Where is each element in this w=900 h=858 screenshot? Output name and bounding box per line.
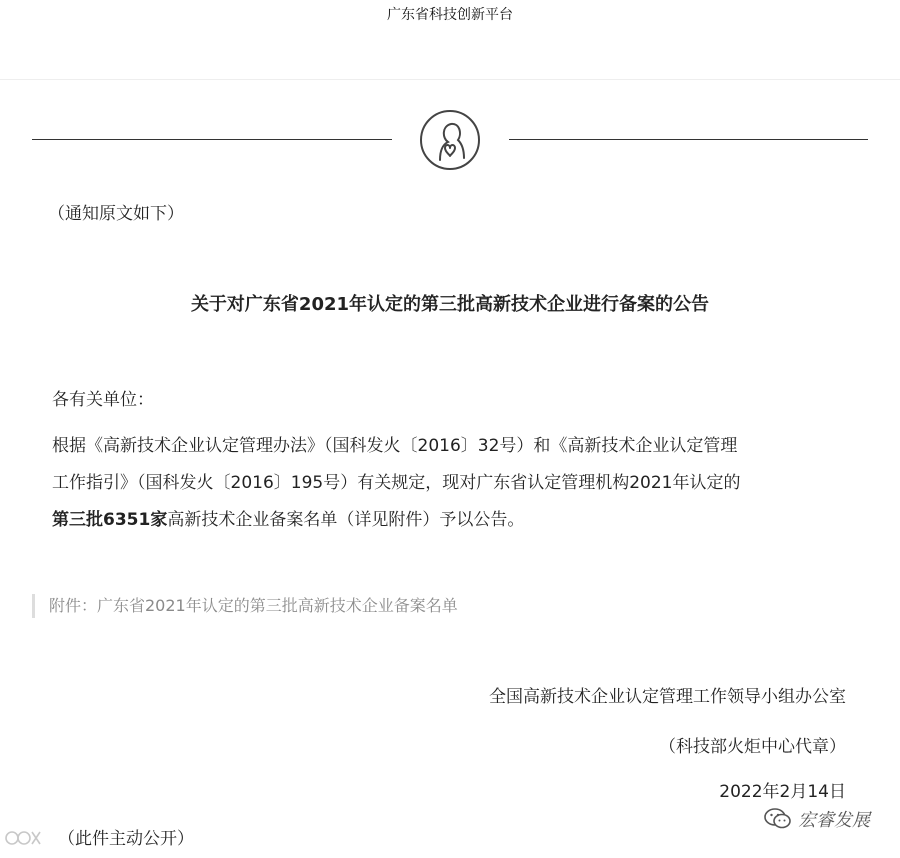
salutation: 各有关单位： xyxy=(52,390,154,410)
attachment-link[interactable]: 附件：广东省2021年认定的第三批高新技术企业备案名单 xyxy=(32,594,458,618)
disclosure-note: （此件主动公开） xyxy=(58,829,194,849)
watermark-right xyxy=(764,806,870,832)
batch-count-highlight: 第三批6351家 xyxy=(52,510,168,530)
signature-seal: （科技部火炬中心代章） xyxy=(659,737,846,757)
divider-right xyxy=(509,139,868,140)
watermark-text: 宏睿发展 xyxy=(798,810,870,831)
signature-office: 全国高新技术企业认定管理工作领导小组办公室 xyxy=(489,687,846,707)
notice-line: （通知原文如下） xyxy=(48,204,184,224)
page-header xyxy=(0,0,900,80)
logo-mark-icon xyxy=(4,828,44,848)
watermark-left xyxy=(4,826,44,850)
signature-date: 2022年2月14日 xyxy=(719,782,846,802)
figure-holding-heart-icon xyxy=(418,108,482,172)
body-line-2: 工作指引》（国科发火〔2016〕195号）有关规定，现对广东省认定管理机构2021年认定的 xyxy=(52,473,741,493)
body-line-1: 根据《高新技术企业认定管理办法》（国科发火〔2016〕32号）和《高新技术企业认定管理 xyxy=(52,436,738,456)
site-name: 广东省科技创新平台 xyxy=(387,7,513,23)
announcement-title: 关于对广东省2021年认定的第三批高新技术企业进行备案的公告 xyxy=(190,294,710,315)
wechat-icon xyxy=(764,808,792,830)
body-line-3-rest: 高新技术企业备案名单（详见附件）予以公告。 xyxy=(167,510,525,530)
divider-left xyxy=(32,139,392,140)
body-line-3 xyxy=(52,507,524,533)
